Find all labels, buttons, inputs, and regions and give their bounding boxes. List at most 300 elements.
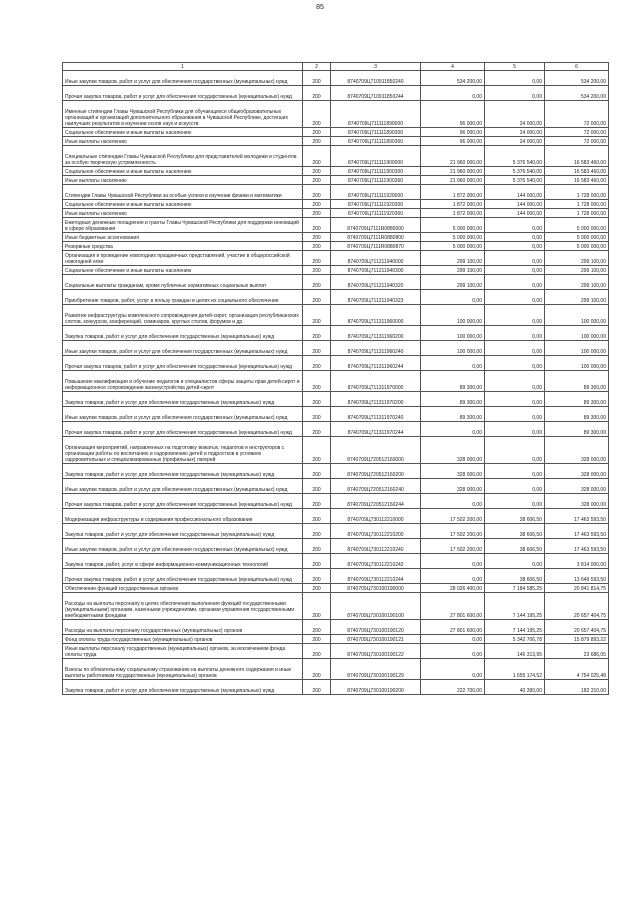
row-admin-code: 200: [303, 479, 331, 494]
row-rest-value: 72 000,00: [545, 128, 609, 137]
header-cell: 2: [303, 63, 331, 71]
row-budget-code: 8740709Ц711111920360: [331, 209, 421, 218]
row-admin-code: 200: [303, 71, 331, 86]
row-plan-value: 27 801 600,00: [421, 593, 485, 620]
row-name: Обеспечение функций государственных органов: [63, 584, 303, 593]
row-fact-value: 24 000,00: [485, 137, 545, 146]
table-row: [63, 251, 609, 266]
row-admin-code: 200: [303, 494, 331, 509]
row-budget-code: 8740709Ц730112210242: [331, 554, 421, 569]
row-rest-value: 23 686,05: [545, 644, 609, 659]
row-budget-code: 8740709Ц711111900300: [331, 167, 421, 176]
table-row: [63, 242, 609, 251]
row-fact-value: 0,00: [485, 422, 545, 437]
row-admin-code: 200: [303, 86, 331, 101]
row-rest-value: 20 657 404,75: [545, 620, 609, 635]
table-row: [63, 524, 609, 539]
row-fact-value: 0,00: [485, 71, 545, 86]
row-plan-value: 5 000 000,00: [421, 218, 485, 233]
table-row: [63, 569, 609, 584]
row-name: Взносы по обязательному социальному страхованию на выплаты денежного содержания и иные выплаты работникам государственных (муниципальных) органов: [63, 659, 303, 680]
row-plan-value: 27 801 600,00: [421, 620, 485, 635]
row-plan-value: 28 026 400,00: [421, 584, 485, 593]
row-rest-value: 299 100,00: [545, 275, 609, 290]
row-fact-value: 0,00: [485, 371, 545, 392]
row-admin-code: 200: [303, 644, 331, 659]
row-admin-code: 200: [303, 326, 331, 341]
row-plan-value: 5 000 000,00: [421, 233, 485, 242]
row-budget-code: 8740709Ц730100190000: [331, 584, 421, 593]
row-plan-value: 0,00: [421, 569, 485, 584]
row-rest-value: 89 300,00: [545, 422, 609, 437]
row-budget-code: 8740709Ц7111R0880870: [331, 242, 421, 251]
table-row: [63, 644, 609, 659]
row-rest-value: 328 000,00: [545, 437, 609, 464]
row-plan-value: 0,00: [421, 356, 485, 371]
row-admin-code: 200: [303, 275, 331, 290]
row-fact-value: 0,00: [485, 554, 545, 569]
row-fact-value: 0,00: [485, 242, 545, 251]
row-name: Организация и проведение новогодних праздничных представлений, участие в общероссийской новогодней елке: [63, 251, 303, 266]
row-name: Закупка товаров, работ и услуг для обеспечения государственных (муниципальных) нужд: [63, 326, 303, 341]
table-row: [63, 218, 609, 233]
row-admin-code: 200: [303, 422, 331, 437]
row-fact-value: 0,00: [485, 494, 545, 509]
row-fact-value: 144 000,00: [485, 185, 545, 200]
row-plan-value: 100 000,00: [421, 305, 485, 326]
row-rest-value: 13 649 593,50: [545, 569, 609, 584]
row-rest-value: 15 879 893,22: [545, 635, 609, 644]
row-budget-code: 8740709Ц730100190122: [331, 644, 421, 659]
row-admin-code: 200: [303, 593, 331, 620]
row-name: Именные стипендии Главы Чувашской Республики для обучающихся общеобразовательных организаций и организаций дополнительного образования в Чувашской Республике, достигших наилучших результатов в изучении основ наук и искусств: [63, 101, 303, 128]
row-budget-code: 8740709Ц730100190129: [331, 659, 421, 680]
row-name: Модернизация инфраструктуры и содержания профессионального образования: [63, 509, 303, 524]
row-rest-value: 20 841 814,75: [545, 584, 609, 593]
row-admin-code: 200: [303, 101, 331, 128]
row-name: Закупка товаров, работ и услуг для обеспечения государственных (муниципальных) нужд: [63, 680, 303, 695]
row-admin-code: 200: [303, 167, 331, 176]
row-rest-value: 100 000,00: [545, 305, 609, 326]
row-admin-code: 200: [303, 464, 331, 479]
table-row: [63, 137, 609, 146]
row-name: Социальное обеспечение и иные выплаты населению: [63, 128, 303, 137]
table-row: [63, 185, 609, 200]
row-budget-code: 8740709Ц720512160200: [331, 464, 421, 479]
header-cell: 1: [63, 63, 303, 71]
table-row: [63, 101, 609, 128]
row-rest-value: 89 300,00: [545, 371, 609, 392]
row-rest-value: 17 463 593,50: [545, 524, 609, 539]
row-admin-code: 200: [303, 371, 331, 392]
row-name: Закупка товаров, работ и услуг для обеспечения государственных (муниципальных) нужд: [63, 392, 303, 407]
row-admin-code: 200: [303, 356, 331, 371]
row-name: Расходы на выплаты персоналу государственных (муниципальных) органов: [63, 620, 303, 635]
row-budget-code: 8740709Ц711211940323: [331, 290, 421, 305]
row-plan-value: 0,00: [421, 644, 485, 659]
row-admin-code: 200: [303, 218, 331, 233]
table-row: [63, 128, 609, 137]
row-rest-value: 299 100,00: [545, 266, 609, 275]
row-budget-code: 8740709Ц7111R0880000: [331, 218, 421, 233]
table-row: [63, 341, 609, 356]
table-row: [63, 305, 609, 326]
row-admin-code: 200: [303, 407, 331, 422]
row-name: Повышение квалификации и обучение педагогов и специалистов сферы защиты прав детей-сирот и информационное сопровождение жизнеустройства детей-сирот: [63, 371, 303, 392]
row-budget-code: 8740709Ц711111890300: [331, 128, 421, 137]
table-row: [63, 407, 609, 422]
row-plan-value: 0,00: [421, 86, 485, 101]
row-rest-value: 89 300,00: [545, 392, 609, 407]
row-admin-code: 200: [303, 554, 331, 569]
table-row: [63, 146, 609, 167]
row-fact-value: 0,00: [485, 233, 545, 242]
row-admin-code: 200: [303, 185, 331, 200]
row-plan-value: 21 960 000,00: [421, 146, 485, 167]
row-rest-value: 328 000,00: [545, 464, 609, 479]
row-fact-value: 144 000,00: [485, 200, 545, 209]
row-plan-value: 17 502 200,00: [421, 539, 485, 554]
row-plan-value: 1 872 000,00: [421, 209, 485, 218]
row-name: Социальное обеспечение и иные выплаты населению: [63, 167, 303, 176]
row-budget-code: 8740709Ц711311960240: [331, 341, 421, 356]
row-plan-value: 1 872 000,00: [421, 200, 485, 209]
row-admin-code: 200: [303, 509, 331, 524]
row-budget-code: 8740709Ц711111920300: [331, 200, 421, 209]
budget-table: [62, 62, 609, 695]
row-fact-value: 38 606,50: [485, 509, 545, 524]
row-plan-value: 21 960 000,00: [421, 176, 485, 185]
row-admin-code: 200: [303, 680, 331, 695]
row-budget-code: 8740709Ц711311960200: [331, 326, 421, 341]
row-name: Иные закупки товаров, работ и услуг для обеспечения государственных (муниципальных) нужд: [63, 71, 303, 86]
row-plan-value: 89 300,00: [421, 392, 485, 407]
row-budget-code: 8740709Ц711111900000: [331, 146, 421, 167]
table-row: [63, 509, 609, 524]
row-fact-value: 146 313,95: [485, 644, 545, 659]
row-budget-code: 8740709Ц711311970244: [331, 422, 421, 437]
row-admin-code: 200: [303, 305, 331, 326]
row-name: Ежегодные денежные поощрения и гранты Главы Чувашской Республики для поддержки инноваций в сфере образования: [63, 218, 303, 233]
header-cell: 4: [421, 63, 485, 71]
row-admin-code: 200: [303, 341, 331, 356]
table-row: [63, 371, 609, 392]
row-plan-value: 17 502 200,00: [421, 509, 485, 524]
row-fact-value: 0,00: [485, 305, 545, 326]
row-budget-code: 8740709Ц711311970240: [331, 407, 421, 422]
row-plan-value: 1 872 000,00: [421, 185, 485, 200]
row-plan-value: 534 200,00: [421, 71, 485, 86]
table-row: [63, 494, 609, 509]
row-plan-value: 17 502 200,00: [421, 524, 485, 539]
table-row: [63, 200, 609, 209]
row-plan-value: 299 100,00: [421, 251, 485, 266]
row-rest-value: 5 000 000,00: [545, 242, 609, 251]
row-fact-value: 0,00: [485, 275, 545, 290]
row-name: Приобретение товаров, работ, услуг в пользу граждан в целях их социального обеспечения: [63, 290, 303, 305]
row-plan-value: 222 700,00: [421, 680, 485, 695]
row-fact-value: 1 655 174,52: [485, 659, 545, 680]
row-rest-value: 16 583 460,00: [545, 176, 609, 185]
row-rest-value: 5 000 000,00: [545, 218, 609, 233]
row-admin-code: 200: [303, 524, 331, 539]
row-fact-value: 0,00: [485, 218, 545, 233]
row-rest-value: 534 200,00: [545, 71, 609, 86]
row-rest-value: 89 300,00: [545, 407, 609, 422]
table-row: [63, 593, 609, 620]
table-row: [63, 659, 609, 680]
row-name: Иные выплаты населению: [63, 209, 303, 218]
row-admin-code: 200: [303, 290, 331, 305]
table-row: [63, 680, 609, 695]
table-row: [63, 290, 609, 305]
row-name: Социальное обеспечение и иные выплаты населению: [63, 266, 303, 275]
row-name: Иные выплаты населению: [63, 176, 303, 185]
row-rest-value: 72 000,00: [545, 137, 609, 146]
row-rest-value: 328 000,00: [545, 494, 609, 509]
row-name: Закупка товаров, работ и услуг для обеспечения государственных (муниципальных) нужд: [63, 464, 303, 479]
row-name: Закупка товаров, работ и услуг для обеспечения государственных (муниципальных) нужд: [63, 524, 303, 539]
row-budget-code: 8740709Ц730100190121: [331, 635, 421, 644]
row-plan-value: 96 000,00: [421, 137, 485, 146]
row-admin-code: 200: [303, 137, 331, 146]
row-admin-code: 200: [303, 539, 331, 554]
row-plan-value: 299 100,00: [421, 275, 485, 290]
row-name: Прочая закупка товаров, работ и услуг для обеспечения государственных (муниципальных) нужд: [63, 86, 303, 101]
row-name: Специальные стипендии Главы Чувашской Республики для представителей молодежи и студентов за особую творческую устремленность: [63, 146, 303, 167]
row-name: Иные закупки товаров, работ и услуг для обеспечения государственных (муниципальных) нужд: [63, 341, 303, 356]
row-rest-value: 4 754 025,48: [545, 659, 609, 680]
row-plan-value: 0,00: [421, 635, 485, 644]
row-rest-value: 16 583 460,00: [545, 167, 609, 176]
row-rest-value: 17 463 593,50: [545, 509, 609, 524]
row-fact-value: 5 376 540,00: [485, 167, 545, 176]
table-row: [63, 71, 609, 86]
row-plan-value: 0,00: [421, 554, 485, 569]
row-name: Иные закупки товаров, работ и услуг для обеспечения государственных (муниципальных) нужд: [63, 539, 303, 554]
row-plan-value: 89 300,00: [421, 371, 485, 392]
row-fact-value: 7 144 195,25: [485, 620, 545, 635]
row-admin-code: 200: [303, 392, 331, 407]
row-fact-value: 0,00: [485, 356, 545, 371]
row-plan-value: 328 000,00: [421, 464, 485, 479]
table-row: [63, 635, 609, 644]
row-rest-value: 5 000 000,00: [545, 233, 609, 242]
row-rest-value: 1 728 000,00: [545, 200, 609, 209]
row-name: Фонд оплаты труда государственных (муниципальных) органов: [63, 635, 303, 644]
row-rest-value: 182 310,00: [545, 680, 609, 695]
table-row: [63, 620, 609, 635]
row-admin-code: 200: [303, 266, 331, 275]
row-budget-code: 8740709Ц711211940320: [331, 275, 421, 290]
row-name: Социальные выплаты гражданам, кроме публичных нормативных социальных выплат: [63, 275, 303, 290]
row-budget-code: 8740709Ц730112210244: [331, 569, 421, 584]
row-fact-value: 5 342 706,78: [485, 635, 545, 644]
row-rest-value: 72 000,00: [545, 101, 609, 128]
row-budget-code: 8740709Ц730100190120: [331, 620, 421, 635]
table-row: [63, 539, 609, 554]
row-fact-value: 38 606,50: [485, 569, 545, 584]
row-name: Иные закупки товаров, работ и услуг для обеспечения государственных (муниципальных) нужд: [63, 479, 303, 494]
table-row: [63, 266, 609, 275]
row-plan-value: 0,00: [421, 290, 485, 305]
table-row: [63, 86, 609, 101]
row-rest-value: 328 000,00: [545, 479, 609, 494]
row-budget-code: 8740709Ц730112210000: [331, 509, 421, 524]
row-plan-value: 0,00: [421, 422, 485, 437]
row-fact-value: 5 376 540,00: [485, 146, 545, 167]
row-name: Расходы на выплаты персоналу в целях обеспечения выполнения функций государственными (муниципальными) органами, казенными учреждениями, органами управления государственными внебюджетными фондами: [63, 593, 303, 620]
table-row: [63, 167, 609, 176]
row-plan-value: 299 100,00: [421, 266, 485, 275]
row-rest-value: 100 000,00: [545, 356, 609, 371]
row-budget-code: 8740709Ц711111890000: [331, 101, 421, 128]
row-budget-code: 8740709Ц720512160000: [331, 437, 421, 464]
table-row: [63, 464, 609, 479]
row-name: Резервные средства: [63, 242, 303, 251]
row-plan-value: 100 000,00: [421, 341, 485, 356]
row-fact-value: 24 000,00: [485, 128, 545, 137]
row-name: Иные бюджетные ассигнования: [63, 233, 303, 242]
row-name: Прочая закупка товаров, работ и услуг для обеспечения государственных (муниципальных) нужд: [63, 569, 303, 584]
row-name: Социальное обеспечение и иные выплаты населению: [63, 200, 303, 209]
row-budget-code: 8740709Ц711111920000: [331, 185, 421, 200]
row-fact-value: 24 000,00: [485, 101, 545, 128]
row-admin-code: 200: [303, 251, 331, 266]
row-budget-code: 8740709Ц711311970200: [331, 392, 421, 407]
row-fact-value: 0,00: [485, 464, 545, 479]
row-fact-value: 0,00: [485, 86, 545, 101]
row-plan-value: 0,00: [421, 494, 485, 509]
row-fact-value: 0,00: [485, 326, 545, 341]
row-name: Иные закупки товаров, работ и услуг для обеспечения государственных (муниципальных) нужд: [63, 407, 303, 422]
table-row: [63, 437, 609, 464]
row-rest-value: 100 000,00: [545, 341, 609, 356]
table-row: [63, 356, 609, 371]
row-rest-value: 534 200,00: [545, 86, 609, 101]
row-fact-value: 0,00: [485, 392, 545, 407]
row-fact-value: 38 606,50: [485, 539, 545, 554]
row-budget-code: 8740709Ц711311960244: [331, 356, 421, 371]
row-name: Развитие инфраструктуры комплексного сопровождения детей-сирот, организация республиканских слетов, конкурсов, конференций, семинаров, круглых столов, форумов и др.: [63, 305, 303, 326]
row-fact-value: 0,00: [485, 407, 545, 422]
table-row: [63, 392, 609, 407]
row-fact-value: 40 390,00: [485, 680, 545, 695]
row-rest-value: 100 000,00: [545, 326, 609, 341]
row-budget-code: 8740709Ц710911850244: [331, 86, 421, 101]
row-admin-code: 200: [303, 209, 331, 218]
row-rest-value: 20 657 404,75: [545, 593, 609, 620]
row-admin-code: 200: [303, 200, 331, 209]
row-budget-code: 8740709Ц720512160244: [331, 494, 421, 509]
row-budget-code: 8740709Ц720512160240: [331, 479, 421, 494]
row-budget-code: 8740709Ц711211940000: [331, 251, 421, 266]
row-rest-value: 299 100,00: [545, 290, 609, 305]
row-name: Закупка товаров, работ, услуг в сфере информационно-коммуникационных технологий: [63, 554, 303, 569]
row-budget-code: 8740709Ц711111900360: [331, 176, 421, 185]
row-plan-value: 96 000,00: [421, 128, 485, 137]
row-plan-value: 100 000,00: [421, 326, 485, 341]
row-rest-value: 1 728 000,00: [545, 209, 609, 218]
row-budget-code: 8740709Ц730112210240: [331, 539, 421, 554]
row-plan-value: 328 000,00: [421, 437, 485, 464]
row-admin-code: 200: [303, 584, 331, 593]
row-rest-value: 17 463 593,50: [545, 539, 609, 554]
page-number: 85: [316, 4, 324, 11]
table-row: [63, 233, 609, 242]
row-fact-value: 0,00: [485, 251, 545, 266]
row-fact-value: 144 000,00: [485, 209, 545, 218]
row-name: Организация мероприятий, направленных на подготовку вожатых, педагогов и инструкторов с организации работы по воспитанию и оздоровлению детей и подростков в условиях оздоровительных и специализированных (профильных) лагерей: [63, 437, 303, 464]
row-rest-value: 16 583 460,00: [545, 146, 609, 167]
table-row: [63, 326, 609, 341]
row-admin-code: 200: [303, 128, 331, 137]
table-row: [63, 275, 609, 290]
table-row: [63, 479, 609, 494]
table-row: [63, 584, 609, 593]
header-row: [63, 63, 609, 71]
header-cell: 6: [545, 63, 609, 71]
row-budget-code: 8740709Ц711111890360: [331, 137, 421, 146]
row-admin-code: 200: [303, 176, 331, 185]
row-admin-code: 200: [303, 146, 331, 167]
row-budget-code: 8740709Ц730100190200: [331, 680, 421, 695]
table-row: [63, 209, 609, 218]
row-plan-value: 21 960 000,00: [421, 167, 485, 176]
row-name: Стипендии Главы Чувашской Республики за особые успехи в изучении физики и математики: [63, 185, 303, 200]
row-fact-value: 5 376 540,00: [485, 176, 545, 185]
row-plan-value: 5 000 000,00: [421, 242, 485, 251]
row-admin-code: 200: [303, 635, 331, 644]
header-cell: 3: [331, 63, 421, 71]
row-admin-code: 200: [303, 233, 331, 242]
row-plan-value: 96 000,00: [421, 101, 485, 128]
table-row: [63, 422, 609, 437]
row-budget-code: 8740709Ц730112210200: [331, 524, 421, 539]
row-fact-value: 0,00: [485, 266, 545, 275]
row-fact-value: 0,00: [485, 341, 545, 356]
row-budget-code: 8740709Ц730100190100: [331, 593, 421, 620]
row-fact-value: 38 606,50: [485, 524, 545, 539]
row-fact-value: 7 184 585,25: [485, 584, 545, 593]
row-budget-code: 8740709Ц7111R0880800: [331, 233, 421, 242]
row-rest-value: 1 728 000,00: [545, 185, 609, 200]
row-budget-code: 8740709Ц710911850240: [331, 71, 421, 86]
row-name: Прочая закупка товаров, работ и услуг для обеспечения государственных (муниципальных) нужд: [63, 494, 303, 509]
row-fact-value: 0,00: [485, 437, 545, 464]
table-row: [63, 176, 609, 185]
row-fact-value: 0,00: [485, 290, 545, 305]
row-admin-code: 200: [303, 569, 331, 584]
row-name: Иные выплаты населению: [63, 137, 303, 146]
row-admin-code: 200: [303, 659, 331, 680]
row-name: Прочая закупка товаров, работ и услуг для обеспечения государственных (муниципальных) нужд: [63, 422, 303, 437]
row-budget-code: 8740709Ц711211940300: [331, 266, 421, 275]
row-fact-value: 7 144 195,25: [485, 593, 545, 620]
row-admin-code: 200: [303, 620, 331, 635]
row-rest-value: 3 814 000,00: [545, 554, 609, 569]
table-row: [63, 554, 609, 569]
row-fact-value: 0,00: [485, 479, 545, 494]
row-plan-value: 89 300,00: [421, 407, 485, 422]
row-admin-code: 200: [303, 437, 331, 464]
row-rest-value: 299 100,00: [545, 251, 609, 266]
row-plan-value: 328 000,00: [421, 479, 485, 494]
row-admin-code: 200: [303, 242, 331, 251]
row-name: Прочая закупка товаров, работ и услуг для обеспечения государственных (муниципальных) нужд: [63, 356, 303, 371]
row-budget-code: 8740709Ц711311970000: [331, 371, 421, 392]
row-plan-value: 0,00: [421, 659, 485, 680]
